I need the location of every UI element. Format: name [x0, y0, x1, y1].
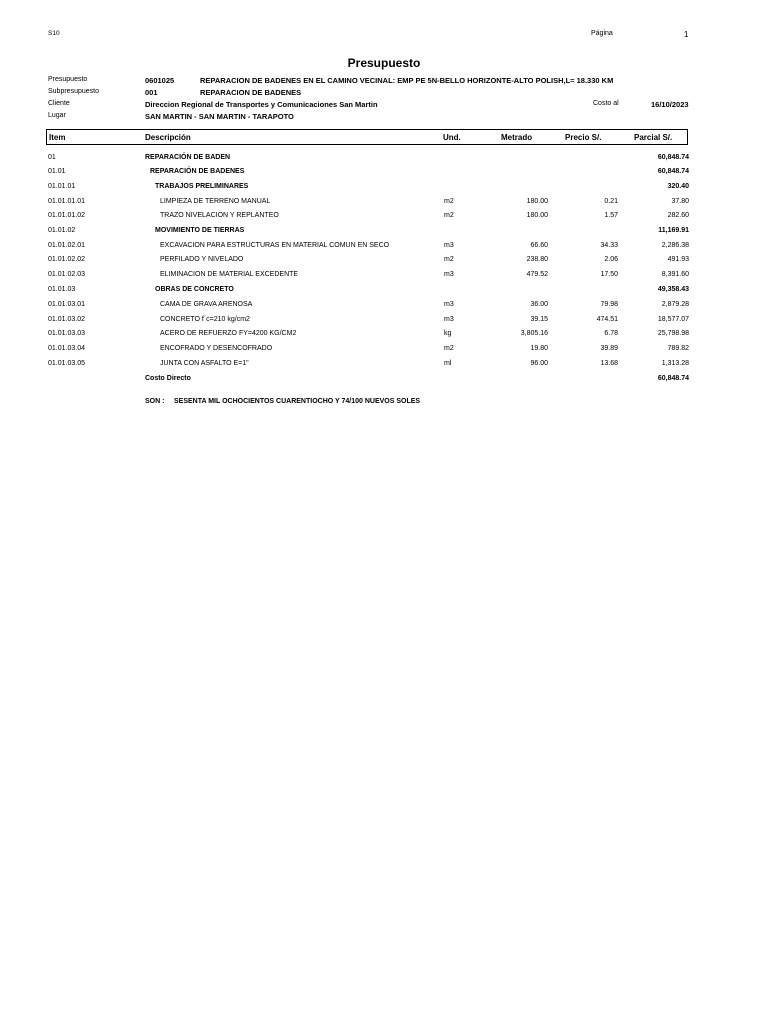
description-cell: REPARACIÓN DE BADENES [150, 168, 245, 175]
item-cell: 01.01.01.01 [48, 198, 85, 205]
unit-cell: m2 [444, 212, 454, 219]
col-precio-header: Precio S/. [565, 133, 602, 142]
page-label: Página [591, 30, 613, 37]
item-cell: 01.01.02 [48, 227, 76, 234]
parcial-cell: 25,798.98 [657, 330, 689, 337]
son-label: SON : [145, 398, 165, 405]
parcial-cell: 8,391.60 [661, 271, 689, 278]
son-value: SESENTA MIL OCHOCIENTOS CUARENTIOCHO Y 74/100 NUEVOS SOLES [174, 398, 421, 405]
parcial-cell: 2,879.28 [661, 301, 689, 308]
unit-cell: kg [444, 330, 452, 337]
unit-cell: m3 [444, 301, 454, 308]
unit-cell: m3 [444, 316, 454, 323]
item-cell: 01.01.01 [48, 183, 76, 190]
metrado-cell: 36.00 [530, 301, 548, 308]
item-cell: 01.01.02.02 [48, 256, 85, 263]
item-cell: 01.01 [48, 168, 66, 175]
description-cell: OBRAS DE CONCRETO [155, 286, 234, 293]
parcial-cell: 282.60 [667, 212, 689, 219]
description-cell: REPARACIÓN DE BADEN [145, 154, 231, 161]
precio-cell: 79.98 [600, 301, 618, 308]
table-row [0, 256, 768, 270]
metrado-cell: 479.52 [526, 271, 548, 278]
parcial-cell: 37.80 [671, 198, 689, 205]
description-cell: EXCAVACION PARA ESTRUCTURAS EN MATERIAL COMUN EN SECO [160, 242, 390, 249]
lugar-label: Lugar [48, 112, 66, 119]
metrado-cell: 19.80 [530, 345, 548, 352]
precio-cell: 17.50 [600, 271, 618, 278]
col-item-header: Item [49, 133, 66, 142]
col-descripcion-header: Descripción [145, 133, 191, 142]
item-cell: 01.01.03 [48, 286, 76, 293]
precio-cell: 0.21 [604, 198, 618, 205]
parcial-cell: 18,577.07 [657, 316, 689, 323]
table-row [0, 286, 768, 300]
unit-cell: ml [444, 360, 452, 367]
cliente-label: Cliente [48, 100, 70, 107]
table-row [0, 330, 768, 344]
precio-cell: 2.06 [604, 256, 618, 263]
table-row [0, 301, 768, 315]
metrado-cell: 3,805.16 [520, 330, 548, 337]
page-title: Presupuesto [347, 56, 421, 70]
unit-cell: m2 [444, 198, 454, 205]
metrado-cell: 96.00 [530, 360, 548, 367]
subpresupuesto-name: REPARACION DE BADENES [200, 88, 302, 97]
precio-cell: 6.78 [604, 330, 618, 337]
description-cell: ENCOFRADO Y DESENCOFRADO [160, 345, 273, 352]
table-row [0, 271, 768, 285]
precio-cell: 13.68 [600, 360, 618, 367]
col-parcial-header: Parcial S/. [634, 133, 673, 142]
table-row [0, 360, 768, 374]
item-cell: 01 [48, 154, 56, 161]
metrado-cell: 180.00 [526, 212, 548, 219]
subpresupuesto-label: Subpresupuesto [48, 88, 99, 95]
report-code: S10 [48, 30, 60, 37]
costo-directo-value: 60,848.74 [657, 375, 689, 382]
parcial-cell: 49,358.43 [657, 286, 689, 293]
parcial-cell: 491.93 [667, 256, 689, 263]
table-row [0, 227, 768, 241]
item-cell: 01.01.03.05 [48, 360, 85, 367]
precio-cell: 39.89 [600, 345, 618, 352]
col-metrado-header: Metrado [501, 133, 533, 142]
description-cell: PERFILADO Y NIVELADO [160, 256, 244, 263]
presupuesto-name: REPARACION DE BADENES EN EL CAMINO VECINAL: EMP PE 5N-BELLO HORIZONTE-ALTO POLISH,L= 18.330 KM [200, 76, 614, 85]
table-row [0, 183, 768, 197]
item-cell: 01.01.01.02 [48, 212, 85, 219]
costo-al-value: 16/10/2023 [651, 100, 689, 109]
description-cell: TRAZO NIVELACION Y REPLANTEO [160, 212, 279, 219]
cliente-value: Direccion Regional de Transportes y Comunicaciones San Martin [145, 100, 378, 109]
metrado-cell: 238.80 [526, 256, 548, 263]
unit-cell: m2 [444, 345, 454, 352]
presupuesto-code: 0601025 [145, 76, 175, 85]
table-row [0, 168, 768, 182]
precio-cell: 1.57 [604, 212, 618, 219]
item-cell: 01.01.03.04 [48, 345, 85, 352]
item-cell: 01.01.02.01 [48, 242, 85, 249]
metrado-cell: 180.00 [526, 198, 548, 205]
parcial-cell: 60,848.74 [657, 168, 689, 175]
unit-cell: m3 [444, 242, 454, 249]
precio-cell: 474.51 [596, 316, 618, 323]
parcial-cell: 60,848.74 [657, 154, 689, 161]
parcial-cell: 11,169.91 [658, 227, 689, 234]
parcial-cell: 789.82 [667, 345, 689, 352]
precio-cell: 34.33 [600, 242, 618, 249]
table-row [0, 242, 768, 256]
lugar-value: SAN MARTIN - SAN MARTIN - TARAPOTO [145, 112, 294, 121]
parcial-cell: 1,313.28 [661, 360, 689, 367]
metrado-cell: 66.60 [530, 242, 548, 249]
parcial-cell: 320.40 [667, 183, 689, 190]
description-cell: TRABAJOS PRELIMINARES [155, 183, 249, 190]
costo-directo-label: Costo Directo [145, 375, 191, 382]
col-und-header: Und. [443, 133, 461, 142]
costo-al-label: Costo al [593, 100, 619, 107]
item-cell: 01.01.03.03 [48, 330, 85, 337]
unit-cell: m2 [444, 256, 454, 263]
table-row [0, 212, 768, 226]
metrado-cell: 39.15 [530, 316, 548, 323]
description-cell: CAMA DE GRAVA ARENOSA [160, 301, 253, 308]
description-cell: ELIMINACION DE MATERIAL EXCEDENTE [160, 271, 299, 278]
table-row [0, 154, 768, 168]
page-number: 1 [684, 30, 689, 39]
description-cell: LIMPIEZA DE TERRENO MANUAL [160, 198, 271, 205]
description-cell: JUNTA CON ASFALTO E=1" [160, 360, 249, 367]
item-cell: 01.01.03.02 [48, 316, 85, 323]
item-cell: 01.01.02.03 [48, 271, 85, 278]
table-row [0, 345, 768, 359]
parcial-cell: 2,286.38 [661, 242, 689, 249]
presupuesto-label: Presupuesto [48, 76, 88, 83]
subpresupuesto-code: 001 [145, 88, 158, 97]
description-cell: CONCRETO f´c=210 kg/cm2 [160, 316, 250, 323]
description-cell: MOVIMIENTO DE TIERRAS [155, 227, 245, 234]
description-cell: ACERO DE REFUERZO FY=4200 KG/CM2 [160, 330, 297, 337]
table-row [0, 316, 768, 330]
unit-cell: m3 [444, 271, 454, 278]
table-row [0, 198, 768, 212]
item-cell: 01.01.03.01 [48, 301, 85, 308]
